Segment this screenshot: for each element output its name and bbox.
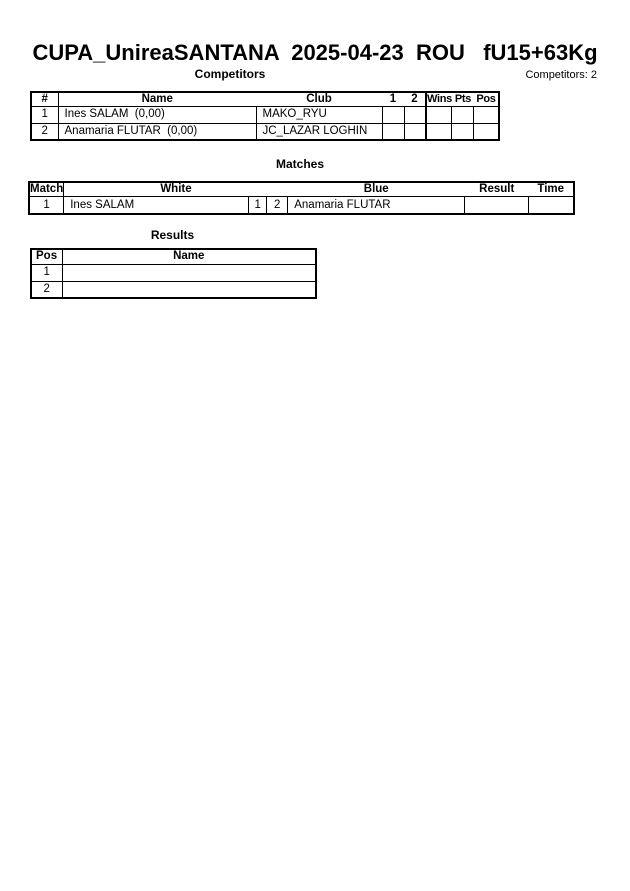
match-number: 1	[29, 196, 64, 214]
col-header-name: Name	[58, 92, 256, 106]
result-name	[62, 264, 316, 281]
result-pos: 2	[31, 281, 62, 298]
competitor-pts	[452, 123, 474, 140]
competitor-pos	[474, 123, 499, 140]
result-row	[31, 281, 316, 298]
competitors-section-heading: Competitors	[194, 67, 266, 81]
competitor-score-1	[382, 106, 404, 123]
page-title: CUPA_UnireaSANTANA 2025-04-23 ROU fU15+63Kg	[32, 40, 598, 65]
competitor-number: 1	[31, 106, 58, 123]
competitor-score-2	[404, 106, 426, 123]
match-white-num: 1	[249, 196, 267, 214]
result-row	[31, 264, 316, 281]
competitors-count-label: Competitors: 2	[525, 69, 597, 81]
competitor-row	[31, 106, 499, 123]
col-header-match: Match	[30, 183, 64, 195]
competitor-wins	[426, 123, 452, 140]
competitors-header-row	[31, 92, 499, 106]
competitor-name: Ines SALAM (0,00)	[58, 106, 256, 123]
matches-header-row	[29, 182, 574, 196]
result-name	[62, 281, 316, 298]
match-time	[529, 196, 574, 214]
competitors-table	[30, 91, 500, 141]
col-header-name: Name	[62, 249, 316, 264]
col-header-pts: Pts	[452, 92, 474, 106]
results-table	[30, 248, 317, 299]
matches-table	[28, 181, 575, 215]
col-header-pos: Pos	[31, 249, 62, 264]
results-section-heading: Results	[150, 228, 195, 242]
result-pos: 1	[31, 264, 62, 281]
competitor-club: JC_LAZAR LOGHIN	[256, 123, 382, 140]
col-header-pos: Pos	[474, 92, 499, 106]
competitor-club: MAKO_RYU	[256, 106, 382, 123]
competitor-row	[31, 123, 499, 140]
match-blue-num: 2	[267, 196, 288, 214]
competitor-wins	[426, 106, 452, 123]
col-header-blue: Blue	[288, 182, 465, 196]
competitor-pos	[474, 106, 499, 123]
col-header-club: Club	[256, 92, 382, 106]
col-header-white: White	[64, 182, 288, 196]
results-header-row	[31, 249, 316, 264]
competitor-name: Anamaria FLUTAR (0,00)	[58, 123, 256, 140]
col-header-time: Time	[529, 182, 574, 196]
competitor-number: 2	[31, 123, 58, 140]
col-header-2: 2	[404, 92, 426, 106]
competitor-pts	[452, 106, 474, 123]
matches-section-heading: Matches	[275, 157, 325, 171]
match-result	[465, 196, 529, 214]
competitor-score-1	[382, 123, 404, 140]
col-header-wins: Wins	[427, 93, 452, 106]
col-header-1: 1	[382, 92, 404, 106]
competitor-score-2	[404, 123, 426, 140]
match-row	[29, 196, 574, 214]
col-header-result: Result	[465, 182, 529, 196]
match-white-name: Ines SALAM	[64, 196, 249, 214]
match-blue-name: Anamaria FLUTAR	[288, 196, 465, 214]
col-header-num: #	[31, 92, 58, 106]
